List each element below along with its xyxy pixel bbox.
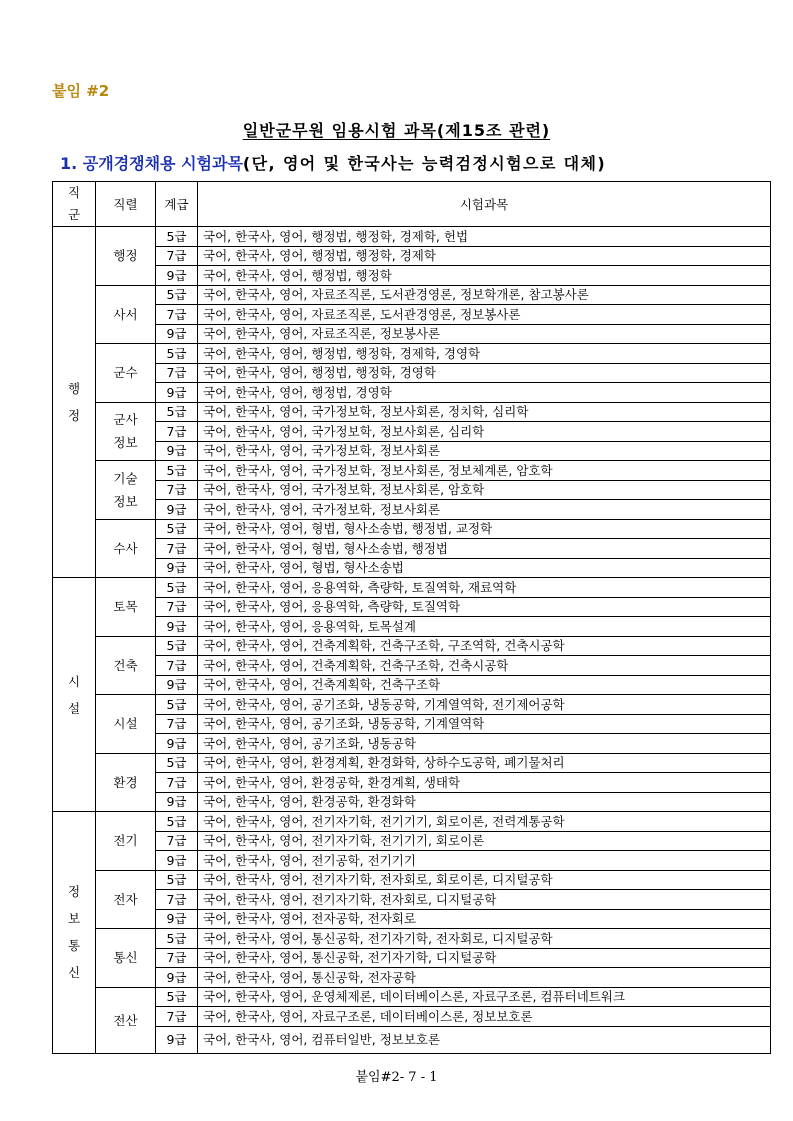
- page-title-text: 일반군무원 임용시험 과목(제15조 관련): [242, 121, 551, 140]
- subjects-cell: 국어, 한국사, 영어, 통신공학, 전자공학: [198, 968, 771, 988]
- subjects-cell: 국어, 한국사, 영어, 행정법, 행정학, 경제학, 경영학: [198, 344, 771, 364]
- subjects-cell: 국어, 한국사, 영어, 전기자기학, 전자회로, 디지털공학: [198, 890, 771, 910]
- table-row: [53, 675, 771, 695]
- grade-cell: 7급: [156, 246, 198, 266]
- grade-cell: 9급: [156, 851, 198, 871]
- table-row: [53, 597, 771, 617]
- grade-cell: 5급: [156, 695, 198, 715]
- subjects-cell: 국어, 한국사, 영어, 공기조화, 냉동공학: [198, 734, 771, 754]
- position-cell: 군사 정보: [96, 402, 156, 461]
- subjects-cell: 국어, 한국사, 영어, 전기자기학, 전자회로, 회로이론, 디지털공학: [198, 870, 771, 890]
- subjects-cell: 국어, 한국사, 영어, 국가정보학, 정보사회론, 정보체계론, 암호학: [198, 461, 771, 481]
- table-row: [53, 519, 771, 539]
- grade-cell: 7급: [156, 305, 198, 325]
- table-row: [53, 1007, 771, 1027]
- table-row: [53, 890, 771, 910]
- table-row: [53, 227, 771, 247]
- grade-cell: 9급: [156, 324, 198, 344]
- position-cell: 건축: [96, 636, 156, 695]
- header-subjects: 시험과목: [198, 182, 771, 227]
- exam-subjects-table: [52, 181, 771, 1054]
- subjects-cell: 국어, 한국사, 영어, 국가정보학, 정보사회론: [198, 441, 771, 461]
- subjects-cell: 국어, 한국사, 영어, 행정법, 행정학, 경제학, 헌법: [198, 227, 771, 247]
- table-row: [53, 773, 771, 793]
- position-cell: 환경: [96, 753, 156, 812]
- table-row: [53, 870, 771, 890]
- grade-cell: 7급: [156, 597, 198, 617]
- subjects-cell: 국어, 한국사, 영어, 전자공학, 전자회로: [198, 909, 771, 929]
- grade-cell: 7급: [156, 480, 198, 500]
- grade-cell: 9급: [156, 734, 198, 754]
- table-row: [53, 422, 771, 442]
- page-footer: 붙임#2- 7 - 1: [355, 1070, 438, 1085]
- subjects-cell: 국어, 한국사, 영어, 건축계획학, 건축구조학, 구조역학, 건축시공학: [198, 636, 771, 656]
- subjects-cell: 국어, 한국사, 영어, 공기조화, 냉동공학, 기계열역학: [198, 714, 771, 734]
- table-row: [53, 578, 771, 598]
- position-cell: 통신: [96, 929, 156, 988]
- grade-cell: 7급: [156, 422, 198, 442]
- position-cell: 전기: [96, 812, 156, 871]
- grade-cell: 5급: [156, 753, 198, 773]
- grade-cell: 5급: [156, 870, 198, 890]
- grade-cell: 9급: [156, 968, 198, 988]
- subjects-cell: 국어, 한국사, 영어, 환경공학, 환경화학: [198, 792, 771, 812]
- table-row: [53, 831, 771, 851]
- subjects-cell: 국어, 한국사, 영어, 자료조직론, 도서관경영론, 정보학개론, 참고봉사론: [198, 285, 771, 305]
- table-row: [53, 636, 771, 656]
- table-row: [53, 792, 771, 812]
- subjects-cell: 국어, 한국사, 영어, 국가정보학, 정보사회론, 심리학: [198, 422, 771, 442]
- subjects-cell: 국어, 한국사, 영어, 환경공학, 환경계획, 생태학: [198, 773, 771, 793]
- grade-cell: 7급: [156, 1007, 198, 1027]
- grade-cell: 7급: [156, 831, 198, 851]
- table-row: [53, 617, 771, 637]
- table-row: [53, 383, 771, 403]
- table-row: [53, 851, 771, 871]
- grade-cell: 7급: [156, 363, 198, 383]
- table-row: [53, 285, 771, 305]
- table-header-row: [53, 182, 771, 227]
- header-group: 직 군: [53, 182, 96, 227]
- table-row: [53, 324, 771, 344]
- subjects-cell: 국어, 한국사, 영어, 자료조직론, 정보봉사론: [198, 324, 771, 344]
- position-cell: 기술 정보: [96, 461, 156, 520]
- position-cell: 전자: [96, 870, 156, 929]
- grade-cell: 9급: [156, 792, 198, 812]
- subjects-cell: 국어, 한국사, 영어, 통신공학, 전기자기학, 디지털공학: [198, 948, 771, 968]
- grade-cell: 9급: [156, 1026, 198, 1053]
- table-row: [53, 480, 771, 500]
- table-row: [53, 987, 771, 1007]
- table-row: [53, 266, 771, 286]
- grade-cell: 5급: [156, 402, 198, 422]
- grade-cell: 5급: [156, 285, 198, 305]
- subjects-cell: 국어, 한국사, 영어, 응용역학, 측량학, 토질역학, 재료역학: [198, 578, 771, 598]
- subjects-cell: 국어, 한국사, 영어, 형법, 형사소송법, 행정법, 교정학: [198, 519, 771, 539]
- position-cell: 토목: [96, 578, 156, 637]
- subjects-cell: 국어, 한국사, 영어, 건축계획학, 건축구조학: [198, 675, 771, 695]
- grade-cell: 5급: [156, 812, 198, 832]
- table-row: [53, 656, 771, 676]
- position-cell: 시설: [96, 695, 156, 754]
- subjects-cell: 국어, 한국사, 영어, 환경계획, 환경화학, 상하수도공학, 폐기물처리: [198, 753, 771, 773]
- header-position: 직렬: [96, 182, 156, 227]
- position-cell: 행정: [96, 227, 156, 286]
- grade-cell: 5급: [156, 461, 198, 481]
- table-row: [53, 968, 771, 988]
- group-cell: 행 정: [53, 227, 96, 578]
- subjects-cell: 국어, 한국사, 영어, 운영체제론, 데이터베이스론, 자료구조론, 컴퓨터네트워크: [198, 987, 771, 1007]
- subjects-cell: 국어, 한국사, 영어, 행정법, 행정학, 경영학: [198, 363, 771, 383]
- subjects-cell: 국어, 한국사, 영어, 통신공학, 전기자기학, 전자회로, 디지털공학: [198, 929, 771, 949]
- table-row: [53, 402, 771, 422]
- grade-cell: 9급: [156, 617, 198, 637]
- grade-cell: 5급: [156, 519, 198, 539]
- attachment-label: 붙임 #2: [52, 82, 110, 100]
- table-row: [53, 558, 771, 578]
- subjects-cell: 국어, 한국사, 영어, 자료구조론, 데이터베이스론, 정보보호론: [198, 1007, 771, 1027]
- grade-cell: 7급: [156, 539, 198, 559]
- subjects-cell: 국어, 한국사, 영어, 국가정보학, 정보사회론, 암호학: [198, 480, 771, 500]
- subjects-cell: 국어, 한국사, 영어, 행정법, 행정학, 경제학: [198, 246, 771, 266]
- grade-cell: 9급: [156, 500, 198, 520]
- table-row: [53, 461, 771, 481]
- subjects-cell: 국어, 한국사, 영어, 공기조화, 냉동공학, 기계열역학, 전기제어공학: [198, 695, 771, 715]
- table-row: [53, 305, 771, 325]
- table-row: [53, 909, 771, 929]
- grade-cell: 9급: [156, 266, 198, 286]
- header-grade: 계급: [156, 182, 198, 227]
- page-title: [0, 118, 793, 141]
- table-row: [53, 344, 771, 364]
- subjects-cell: 국어, 한국사, 영어, 국가정보학, 정보사회론: [198, 500, 771, 520]
- subjects-cell: 국어, 한국사, 영어, 전기자기학, 전기기기, 회로이론: [198, 831, 771, 851]
- grade-cell: 9급: [156, 558, 198, 578]
- subjects-cell: 국어, 한국사, 영어, 응용역학, 측량학, 토질역학: [198, 597, 771, 617]
- subjects-cell: 국어, 한국사, 영어, 건축계획학, 건축구조학, 건축시공학: [198, 656, 771, 676]
- position-cell: 수사: [96, 519, 156, 578]
- grade-cell: 9급: [156, 441, 198, 461]
- grade-cell: 5급: [156, 227, 198, 247]
- table-row: [53, 539, 771, 559]
- grade-cell: 5급: [156, 578, 198, 598]
- table-row: [53, 363, 771, 383]
- grade-cell: 5급: [156, 987, 198, 1007]
- grade-cell: 9급: [156, 675, 198, 695]
- position-cell: 군수: [96, 344, 156, 403]
- table-row: [53, 246, 771, 266]
- subjects-cell: 국어, 한국사, 영어, 국가정보학, 정보사회론, 정치학, 심리학: [198, 402, 771, 422]
- table-row: [53, 714, 771, 734]
- grade-cell: 9급: [156, 909, 198, 929]
- subjects-cell: 국어, 한국사, 영어, 형법, 형사소송법, 행정법: [198, 539, 771, 559]
- table-row: [53, 1026, 771, 1053]
- grade-cell: 5급: [156, 636, 198, 656]
- subjects-cell: 국어, 한국사, 영어, 전기자기학, 전기기기, 회로이론, 전력계통공학: [198, 812, 771, 832]
- position-cell: 전산: [96, 987, 156, 1053]
- table-row: [53, 695, 771, 715]
- grade-cell: 5급: [156, 929, 198, 949]
- subjects-cell: 국어, 한국사, 영어, 형법, 형사소송법: [198, 558, 771, 578]
- grade-cell: 7급: [156, 948, 198, 968]
- table-row: [53, 441, 771, 461]
- grade-cell: 7급: [156, 890, 198, 910]
- section-heading-note: (단, 영어 및 한국사는 능력검정시험으로 대체): [242, 154, 607, 173]
- subjects-cell: 국어, 한국사, 영어, 행정법, 행정학: [198, 266, 771, 286]
- section-heading-main: 1. 공개경쟁채용 시험과목: [60, 154, 243, 173]
- grade-cell: 7급: [156, 773, 198, 793]
- subjects-cell: 국어, 한국사, 영어, 자료조직론, 도서관경영론, 정보봉사론: [198, 305, 771, 325]
- table-row: [53, 929, 771, 949]
- position-cell: 사서: [96, 285, 156, 344]
- table-row: [53, 500, 771, 520]
- table-row: [53, 812, 771, 832]
- subjects-cell: 국어, 한국사, 영어, 응용역학, 토목설계: [198, 617, 771, 637]
- grade-cell: 7급: [156, 656, 198, 676]
- subjects-cell: 국어, 한국사, 영어, 컴퓨터일반, 정보보호론: [198, 1026, 771, 1053]
- table-row: [53, 948, 771, 968]
- grade-cell: 9급: [156, 383, 198, 403]
- group-cell: 정 보 통 신: [53, 812, 96, 1054]
- subjects-cell: 국어, 한국사, 영어, 행정법, 경영학: [198, 383, 771, 403]
- table-row: [53, 753, 771, 773]
- table-row: [53, 734, 771, 754]
- group-cell: 시 설: [53, 578, 96, 812]
- subjects-cell: 국어, 한국사, 영어, 전기공학, 전기기기: [198, 851, 771, 871]
- grade-cell: 5급: [156, 344, 198, 364]
- section-heading: [60, 151, 606, 174]
- grade-cell: 7급: [156, 714, 198, 734]
